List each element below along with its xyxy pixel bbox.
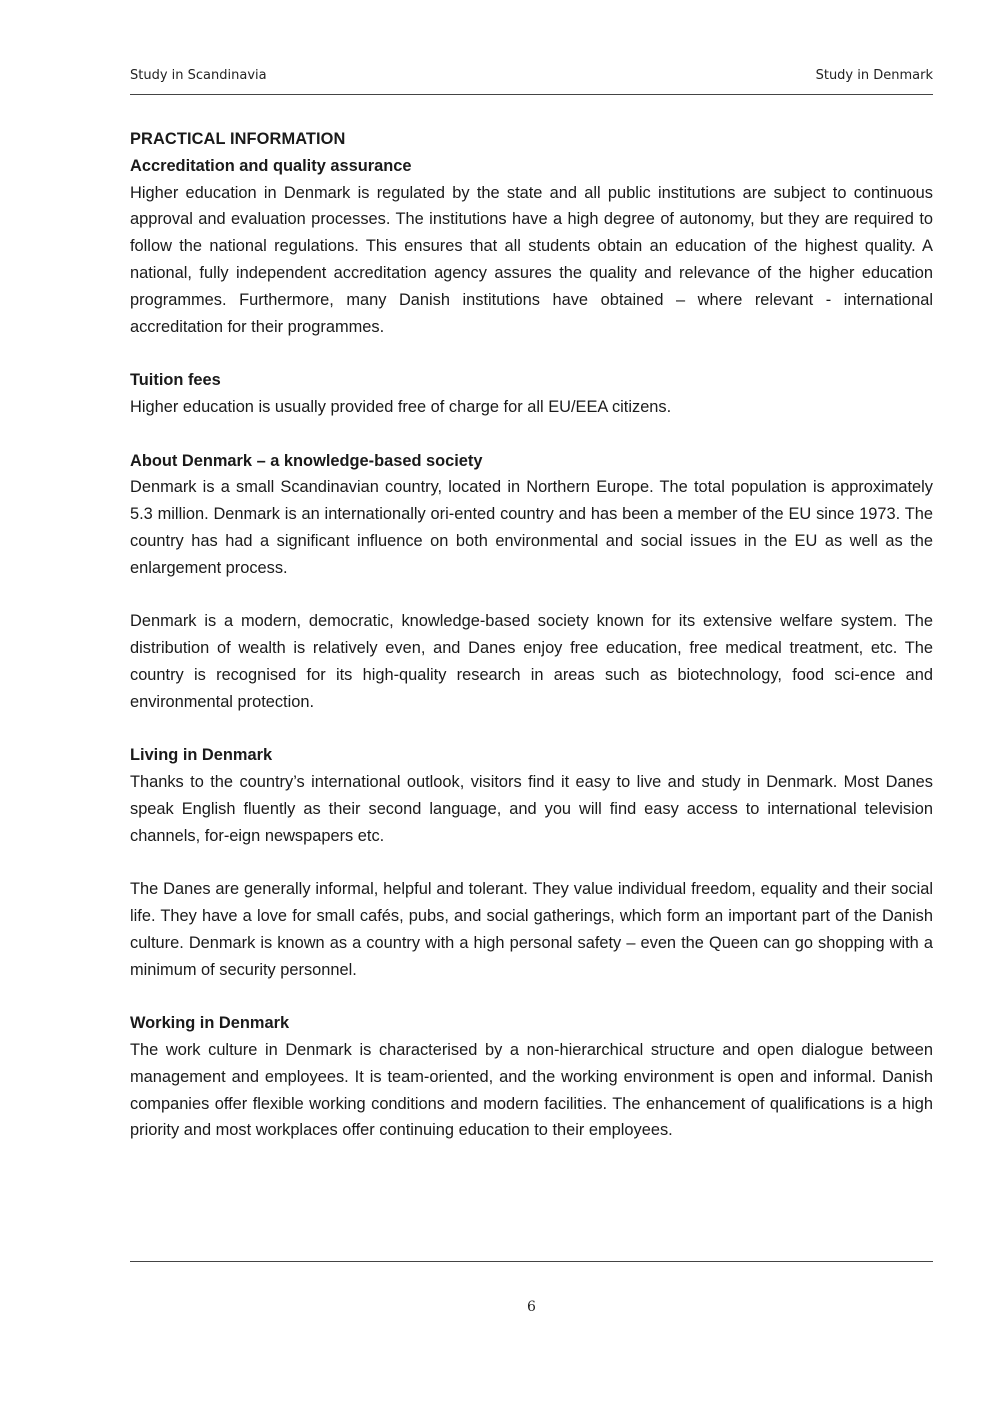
page-title: PRACTICAL INFORMATION bbox=[130, 130, 346, 148]
header-left: Study in Scandinavia bbox=[130, 68, 267, 83]
footer-rule bbox=[130, 1261, 933, 1262]
section-heading: Living in Denmark bbox=[130, 746, 273, 765]
page-number: 6 bbox=[527, 1299, 536, 1315]
section-about-denmark bbox=[130, 448, 933, 716]
paragraph: The Danes are generally informal, helpful and tolerant. They value individual freedom, equality and their social life. They have a love for small cafés, pubs, and social gatherings, which form an important part of the Danish culture. Denmark is known as a country with a high personal safety – even the Queen can go shopping with a minimum of security personnel. bbox=[130, 880, 933, 979]
paragraph: Higher education in Denmark is regulated by the state and all public institutions are subject to continuous approval and evaluation processes. The institutions have a high degree of autonomy, but they are required to follow the national regulations. This ensures that all students obtain an education of the highest quality. A national, fully independent accreditation agency assures the quality and relevance of the higher education programmes. Furthermore, many Danish institutions have obtained – where relevant - international accreditation for their programmes. bbox=[130, 183, 933, 336]
section-heading: Working in Denmark bbox=[130, 1014, 290, 1033]
document-body bbox=[130, 126, 933, 1144]
section-heading: About Denmark – a knowledge-based society bbox=[130, 451, 483, 470]
section-living-in-denmark bbox=[130, 742, 933, 983]
header-rule bbox=[130, 94, 933, 95]
paragraph: Thanks to the country’s international outlook, visitors find it easy to live and study in Denmark. Most Danes speak English fluently as their second language, and you will find easy access to international television channels, for-eign newspapers etc. bbox=[130, 773, 933, 845]
running-header bbox=[130, 68, 933, 88]
paragraph: Denmark is a modern, democratic, knowledge-based society known for its extensive welfare system. The distribution of wealth is relatively even, and Danes enjoy free education, free medical treatment, etc. The country is recognised for its high-quality research in areas such as biotechnology, food sci-ence and environmental protection. bbox=[130, 612, 933, 711]
section-tuition-fees bbox=[130, 367, 933, 421]
paragraph: Denmark is a small Scandinavian country, located in Northern Europe. The total population is approximately 5.3 million. Denmark is an internationally ori-ented country and has been a member of the EU since 1973. The country has had a significant influence on both environmental and social issues in the EU as well as the enlargement process. bbox=[130, 478, 933, 577]
paragraph: Higher education is usually provided free of charge for all EU/EEA citizens. bbox=[130, 397, 672, 416]
section-working-in-denmark bbox=[130, 1010, 933, 1144]
header-right: Study in Denmark bbox=[815, 68, 933, 83]
section-heading: Accreditation and quality assurance bbox=[130, 156, 412, 175]
section-accreditation bbox=[130, 153, 933, 341]
section-heading: Tuition fees bbox=[130, 371, 221, 390]
paragraph: The work culture in Denmark is characterised by a non-hierarchical structure and open dialogue between management and employees. It is team-oriented, and the working environment is open and informal. Danish companies offer flexible working conditions and modern facilities. The enhancement of qualifications is a high priority and most workplaces offer continuing education to their employees. bbox=[130, 1041, 933, 1140]
